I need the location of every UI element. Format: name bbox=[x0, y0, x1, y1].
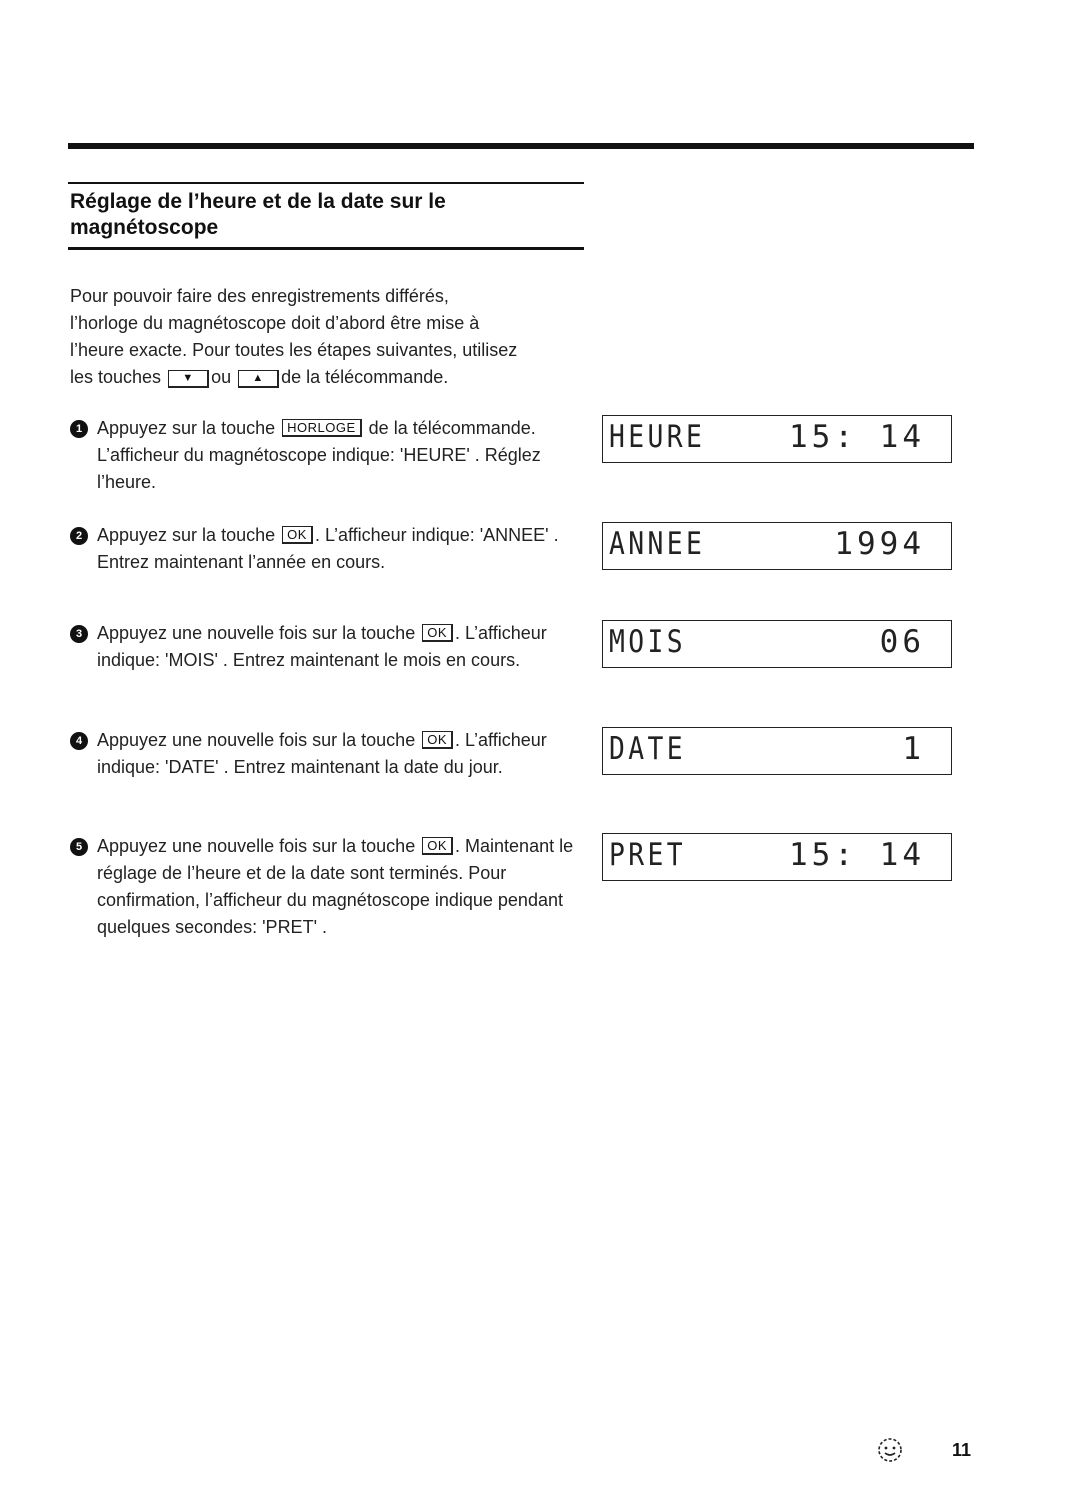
step-text-b: . L’afficheur indique: 'ANNEE' . Entrez maintenant l’année en cours. bbox=[97, 525, 559, 572]
lcd-display-date bbox=[602, 727, 952, 775]
step-number-badge: 3 bbox=[70, 625, 88, 643]
intro-text: ou bbox=[211, 367, 232, 387]
step-text-a: Appuyez sur la touche bbox=[97, 525, 276, 545]
step-text-b: . L’afficheur indique: 'DATE' . Entrez maintenant la date du jour. bbox=[97, 730, 547, 777]
ok-key: OK bbox=[422, 624, 453, 642]
intro-text: les touches bbox=[70, 367, 162, 387]
step-number-badge: 4 bbox=[70, 732, 88, 750]
step-text bbox=[97, 415, 590, 496]
lcd-value: 1994 bbox=[834, 526, 925, 562]
horloge-key: HORLOGE bbox=[282, 419, 362, 437]
lcd-value: 15: 14 bbox=[789, 419, 925, 455]
lcd-value: 06 bbox=[879, 624, 925, 660]
step-text-b: . Maintenant le réglage de l’heure et de la date sont terminés. Pour confirmation, l’afficheur du magnétoscope indique pendant quelques secondes: 'PRET' . bbox=[97, 836, 574, 937]
lcd-value: 1 bbox=[902, 731, 925, 767]
step-text bbox=[97, 522, 590, 576]
step-4 bbox=[70, 727, 590, 781]
lcd-value: 15: 14 bbox=[789, 837, 925, 873]
up-arrow-key-icon: ▲ bbox=[238, 370, 279, 388]
intro-line: l’heure exacte. Pour toutes les étapes suivantes, utilisez bbox=[70, 340, 518, 360]
smiley-face-icon bbox=[876, 1436, 904, 1464]
title-rule-top bbox=[68, 182, 584, 184]
lcd-label: ANNEE bbox=[609, 526, 706, 562]
title-rule-bottom bbox=[68, 247, 584, 250]
lcd-display-mois bbox=[602, 620, 952, 668]
lcd-label: DATE bbox=[609, 731, 687, 767]
step-text-a: Appuyez une nouvelle fois sur la touche bbox=[97, 623, 416, 643]
step-number-badge: 1 bbox=[70, 420, 88, 438]
lcd-display-annee bbox=[602, 522, 952, 570]
intro-paragraph bbox=[70, 283, 590, 391]
step-1 bbox=[70, 415, 590, 496]
step-2 bbox=[70, 522, 590, 576]
step-number-badge: 5 bbox=[70, 838, 88, 856]
step-text-a: Appuyez une nouvelle fois sur la touche bbox=[97, 730, 416, 750]
step-text bbox=[97, 620, 590, 674]
down-arrow-key-icon: ▼ bbox=[168, 370, 209, 388]
lcd-label: HEURE bbox=[609, 419, 706, 455]
step-text bbox=[97, 833, 590, 941]
lcd-label: PRET bbox=[609, 837, 687, 873]
top-rule bbox=[68, 143, 974, 149]
step-text-b: de la télécommande. L’afficheur du magnétoscope indique: 'HEURE' . Réglez l’heure. bbox=[97, 418, 541, 492]
ok-key: OK bbox=[422, 731, 453, 749]
step-text-a: Appuyez une nouvelle fois sur la touche bbox=[97, 836, 416, 856]
step-text-a: Appuyez sur la touche bbox=[97, 418, 276, 438]
step-3 bbox=[70, 620, 590, 674]
intro-line: Pour pouvoir faire des enregistrements différés, bbox=[70, 286, 449, 306]
intro-line bbox=[70, 364, 590, 391]
ok-key: OK bbox=[422, 837, 453, 855]
ok-key: OK bbox=[282, 526, 313, 544]
step-number-badge: 2 bbox=[70, 527, 88, 545]
intro-text: de la télécommande. bbox=[281, 367, 449, 387]
step-5 bbox=[70, 833, 590, 941]
page-title: Réglage de l’heure et de la date sur le magnétoscope bbox=[70, 190, 446, 239]
step-text bbox=[97, 727, 590, 781]
page-number: 11 bbox=[952, 1440, 972, 1460]
step-text-b: . L’afficheur indique: 'MOIS' . Entrez maintenant le mois en cours. bbox=[97, 623, 547, 670]
intro-line: l’horloge du magnétoscope doit d’abord être mise à bbox=[70, 313, 480, 333]
lcd-label: MOIS bbox=[609, 624, 687, 660]
lcd-display-heure bbox=[602, 415, 952, 463]
lcd-display-pret bbox=[602, 833, 952, 881]
